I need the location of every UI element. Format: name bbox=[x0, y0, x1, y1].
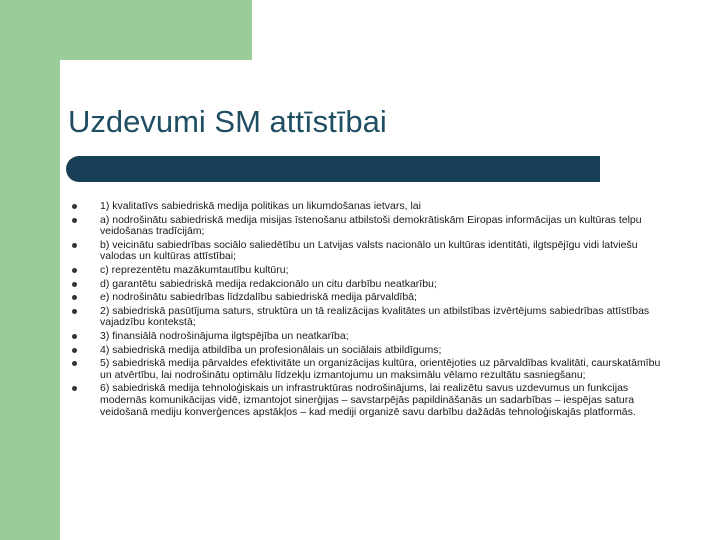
list-item bbox=[72, 383, 672, 418]
list-item bbox=[72, 265, 672, 277]
bullet-icon bbox=[72, 386, 77, 391]
list-item bbox=[72, 292, 672, 304]
bullet-icon bbox=[72, 282, 77, 287]
list-item-text: 6) sabiedriskā medija tehnoloģiskais un infrastruktūras nodrošinājums, lai realizētu savus uzdevumus un funkcijas modernās komunikācijas vidē, izmantojot sinerģijas – savstarpējās papildināšanās un sadarbības – iespējas satura veidošanā mediju konverģences apstākļos – kad mediji organizē savu darbību dažādās tehnoloģiskajās platformās. bbox=[100, 382, 636, 418]
list-item bbox=[72, 306, 672, 329]
bullet-icon bbox=[72, 334, 77, 339]
bullet-icon bbox=[72, 309, 77, 314]
list-item-text: e) nodrošinātu sabiedrības līdzdalību sabiedriskā medija pārvaldībā; bbox=[100, 291, 417, 304]
slide-title: Uzdevumi SM attīstībai bbox=[68, 104, 387, 139]
list-item-text: 1) kvalitatīvs sabiedriskā medija politikas un likumdošanas ietvars, lai bbox=[100, 200, 421, 212]
bullet-icon bbox=[72, 361, 77, 366]
list-item bbox=[72, 201, 672, 213]
bullet-icon bbox=[72, 348, 77, 353]
left-green-frame bbox=[0, 0, 60, 540]
list-item-text: 2) sabiedriskā pasūtījuma saturs, struktūra un tā realizācijas kvalitātes un atbilstības izvērtējums sabiedrības attīstības vajadzību kontekstā; bbox=[100, 304, 650, 329]
list-item-text: b) veicinātu sabiedrības sociālo saliedētību un Latvijas valsts nacionālo un kultūras identitāti, ilgtspējīgu vidi latviešu valodas un kultūras attīstībai; bbox=[100, 238, 638, 263]
top-green-frame bbox=[0, 0, 252, 60]
bullet-icon bbox=[72, 268, 77, 273]
bullet-list bbox=[72, 201, 672, 420]
list-item bbox=[72, 331, 672, 343]
bullet-icon bbox=[72, 204, 77, 209]
list-item-text: 5) sabiedriskā medija pārvaldes efektivitāte un organizācijas kultūra, orientējoties uz pārvaldības kvalitāti, caurskatāmību un atvērtību, lai nodrošinātu optimālu līdzekļu izmantojumu un maksimālu vēlamo rezultātu sasniegšanu; bbox=[100, 357, 661, 381]
bullet-icon bbox=[72, 218, 77, 223]
list-item bbox=[72, 240, 672, 263]
list-item-text: 4) sabiedriskā medija atbildība un profesionālais un sociālais atbildīgums; bbox=[100, 343, 442, 356]
list-item bbox=[72, 279, 672, 291]
list-item bbox=[72, 358, 672, 381]
list-item bbox=[72, 215, 672, 238]
list-item-text: a) nodrošinātu sabiedriskā medija misijas īstenošanu atbilstoši demokrātiskām Eiropas informācijas un kultūras telpu veidošanas tradīcijām; bbox=[100, 213, 642, 238]
list-item-text: d) garantētu sabiedriskā medija redakcionālo un citu darbību neatkarību; bbox=[100, 277, 437, 290]
list-item-text: 3) finansiālā nodrošinājuma ilgtspējība un neatkarība; bbox=[100, 329, 349, 342]
bullet-icon bbox=[72, 243, 77, 248]
list-item bbox=[72, 345, 672, 357]
list-item-text: c) reprezentētu mazākumtautību kultūru; bbox=[100, 263, 289, 276]
bullet-icon bbox=[72, 295, 77, 300]
title-underline-bar bbox=[66, 156, 600, 182]
